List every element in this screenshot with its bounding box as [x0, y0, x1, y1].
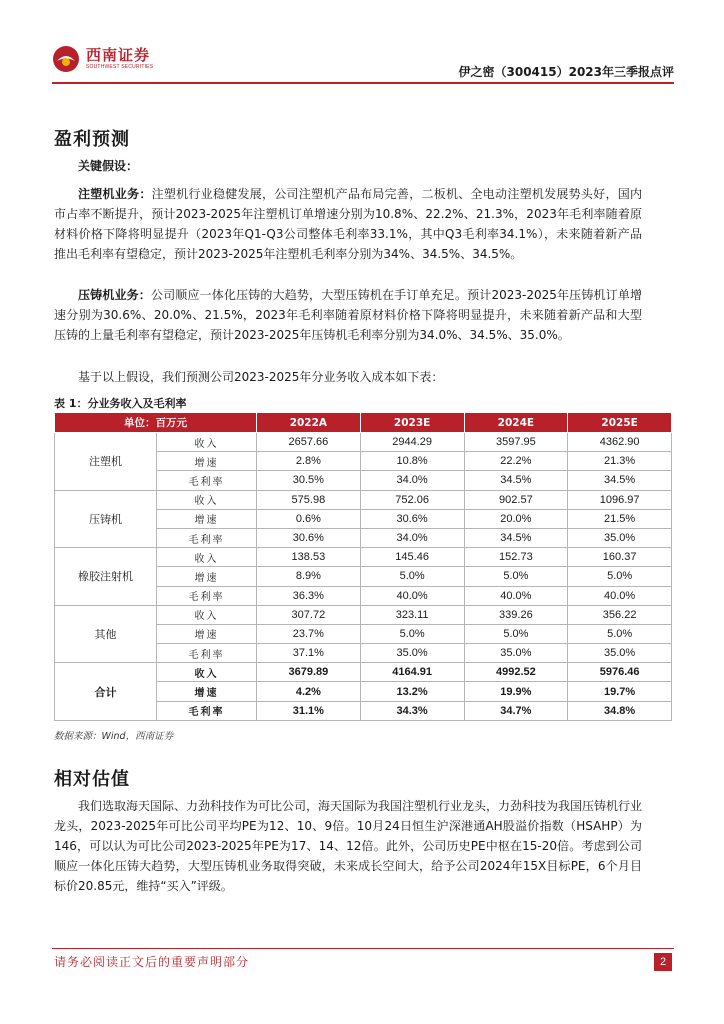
- key-assumptions-label: 关键假设：: [78, 159, 139, 173]
- metric-label: 增速: [157, 452, 257, 471]
- logo-icon: [52, 45, 80, 73]
- page-number: 2: [654, 953, 672, 971]
- segment-revenue-table: [54, 412, 672, 721]
- table-cell: 752.06: [360, 490, 464, 509]
- segment-name: 注塑机: [55, 433, 157, 491]
- table-cell: 34.5%: [464, 471, 568, 490]
- metric-label: 增速: [157, 682, 257, 701]
- table-cell: 356.22: [568, 605, 672, 624]
- table-cell: 575.98: [257, 490, 361, 509]
- table-cell: 34.8%: [568, 701, 672, 720]
- footer-disclaimer: 请务必阅读正文后的重要声明部分: [54, 955, 250, 969]
- metric-label: 毛利率: [157, 528, 257, 547]
- metric-label: 收入: [157, 548, 257, 567]
- table-row: [55, 663, 672, 682]
- table-cell: 1096.97: [568, 490, 672, 509]
- table-cell: 40.0%: [464, 586, 568, 605]
- table-cell: 22.2%: [464, 452, 568, 471]
- table-header-row: [55, 413, 672, 433]
- table-cell: 138.53: [257, 548, 361, 567]
- metric-label: 毛利率: [157, 644, 257, 663]
- valuation-paragraph: 我们选取海天国际、力劲科技作为可比公司，海天国际为我国注塑机行业龙头，力劲科技为我国压铸机行业龙头，2023-2025年可比公司平均PE为12、10、9倍。10月24日恒生沪深港通AH股溢价指数（HSAHP）为146，可以认为可比公司2023-2025年PE为17、14、12倍。此外，公司历史PE中枢在15-20倍。考虑到公司顺应一体化压铸大趋势，大型压铸机业务取得突破，未来成长空间大，给予公司2024年15X目标PE，6个月目标价20.85元，维持“买入”评级。: [54, 799, 643, 893]
- table-cell: 30.5%: [257, 471, 361, 490]
- table-cell: 2657.66: [257, 433, 361, 452]
- table-cell: 307.72: [257, 605, 361, 624]
- table-cell: 0.6%: [257, 509, 361, 528]
- table-row: [55, 490, 672, 509]
- table-cell: 5.0%: [360, 567, 464, 586]
- segment-name: 其他: [55, 605, 157, 663]
- table-cell: 8.9%: [257, 567, 361, 586]
- table-cell: 5.0%: [464, 624, 568, 643]
- company-logo: [52, 42, 153, 76]
- table-cell: 34.7%: [464, 701, 568, 720]
- table-cell: 323.11: [360, 605, 464, 624]
- table-cell: 35.0%: [568, 528, 672, 547]
- table-cell: 36.3%: [257, 586, 361, 605]
- table-caption: 表 1：分业务收入及毛利率: [54, 397, 187, 410]
- table-cell: 5.0%: [464, 567, 568, 586]
- table-cell: 19.9%: [464, 682, 568, 701]
- metric-label: 毛利率: [157, 586, 257, 605]
- table-source-note: 数据来源：Wind，西南证券: [54, 731, 174, 742]
- metric-label: 毛利率: [157, 471, 257, 490]
- table-cell: 4362.90: [568, 433, 672, 452]
- metric-label: 毛利率: [157, 701, 257, 720]
- table-cell: 34.5%: [464, 528, 568, 547]
- injection-text: 注塑机行业稳健发展，公司注塑机产品布局完善，二板机、全电动注塑机发展势头好，国内市占率不断提升，预计2023-2025年注塑机订单增速分别为10.8%、22.2%、21.3%，2023年毛利率随着原材料价格下降将明显提升（2023年Q1-Q3公司整体毛利率33.1%，其中Q3毛利率34.1%），未来随着新产品推出毛利率有望稳定，预计2023-2025年注塑机毛利率分别为34%、34.5%、34.5%。: [54, 187, 642, 261]
- table-cell: 30.6%: [257, 528, 361, 547]
- basis-paragraph: 基于以上假设，我们预测公司2023-2025年分业务收入成本如下表：: [78, 370, 444, 384]
- table-cell: 4.2%: [257, 682, 361, 701]
- table-row: [55, 605, 672, 624]
- table-cell: 10.8%: [360, 452, 464, 471]
- footer-divider: [52, 948, 674, 949]
- table-cell: 21.3%: [568, 452, 672, 471]
- table-cell: 40.0%: [360, 586, 464, 605]
- table-cell: 4992.52: [464, 663, 568, 682]
- logo-text-en: SOUTHWEST SECURITIES: [86, 64, 154, 70]
- table-cell: 37.1%: [257, 644, 361, 663]
- table-cell: 19.7%: [568, 682, 672, 701]
- table-cell: 34.5%: [568, 471, 672, 490]
- section-title-valuation: 相对估值: [54, 769, 130, 790]
- report-title: 伊之密（300415）2023年三季报点评: [458, 65, 674, 79]
- year-header: 2022A: [257, 413, 361, 433]
- metric-label: 增速: [157, 509, 257, 528]
- diecast-text: 公司顺应一体化压铸的大趋势，大型压铸机在手订单充足。预计2023-2025年压铸机订单增速分别为30.6%、20.0%、21.5%，2023年毛利率随着原材料价格下降将明显提升，未来随着新产品和大型压铸的上量毛利率有望稳定，预计2023-2025年压铸机毛利率分别为34.0%、34.5%、35.0%。: [54, 288, 642, 342]
- table-cell: 5.0%: [568, 624, 672, 643]
- table-cell: 34.0%: [360, 528, 464, 547]
- table-cell: 5.0%: [360, 624, 464, 643]
- table-cell: 4164.91: [360, 663, 464, 682]
- table-cell: 30.6%: [360, 509, 464, 528]
- table-cell: 13.2%: [360, 682, 464, 701]
- year-header: 2024E: [464, 413, 568, 433]
- table-cell: 902.57: [464, 490, 568, 509]
- unit-header: 单位：百万元: [55, 413, 257, 433]
- metric-label: 收入: [157, 663, 257, 682]
- year-header: 2025E: [568, 413, 672, 433]
- diecast-label: 压铸机业务：: [78, 288, 151, 302]
- diecast-paragraph: [54, 285, 642, 345]
- table-cell: 2944.29: [360, 433, 464, 452]
- table-cell: 152.73: [464, 548, 568, 567]
- metric-label: 收入: [157, 490, 257, 509]
- table-cell: 35.0%: [464, 644, 568, 663]
- table-cell: 3679.89: [257, 663, 361, 682]
- table-cell: 34.3%: [360, 701, 464, 720]
- table-cell: 31.1%: [257, 701, 361, 720]
- injection-paragraph: [54, 184, 642, 264]
- table-cell: 23.7%: [257, 624, 361, 643]
- metric-label: 增速: [157, 624, 257, 643]
- metric-label: 收入: [157, 433, 257, 452]
- table-cell: 34.0%: [360, 471, 464, 490]
- segment-name: 橡胶注射机: [55, 548, 157, 606]
- table-cell: 2.8%: [257, 452, 361, 471]
- table-cell: 40.0%: [568, 586, 672, 605]
- segment-name: 合计: [55, 663, 157, 721]
- table-row: [55, 433, 672, 452]
- metric-label: 收入: [157, 605, 257, 624]
- table-cell: 21.5%: [568, 509, 672, 528]
- header-divider: [52, 82, 674, 84]
- table-cell: 5976.46: [568, 663, 672, 682]
- table-cell: 35.0%: [360, 644, 464, 663]
- table-cell: 160.37: [568, 548, 672, 567]
- table-cell: 20.0%: [464, 509, 568, 528]
- segment-name: 压铸机: [55, 490, 157, 548]
- table-cell: 3597.95: [464, 433, 568, 452]
- table-cell: 339.26: [464, 605, 568, 624]
- metric-label: 增速: [157, 567, 257, 586]
- table-cell: 35.0%: [568, 644, 672, 663]
- year-header: 2023E: [360, 413, 464, 433]
- table-row: [55, 548, 672, 567]
- logo-text-cn: 西南证券: [86, 46, 151, 64]
- table-cell: 145.46: [360, 548, 464, 567]
- injection-label: 注塑机业务：: [78, 187, 152, 201]
- section-title-profit-forecast: 盈利预测: [54, 129, 130, 150]
- table-cell: 5.0%: [568, 567, 672, 586]
